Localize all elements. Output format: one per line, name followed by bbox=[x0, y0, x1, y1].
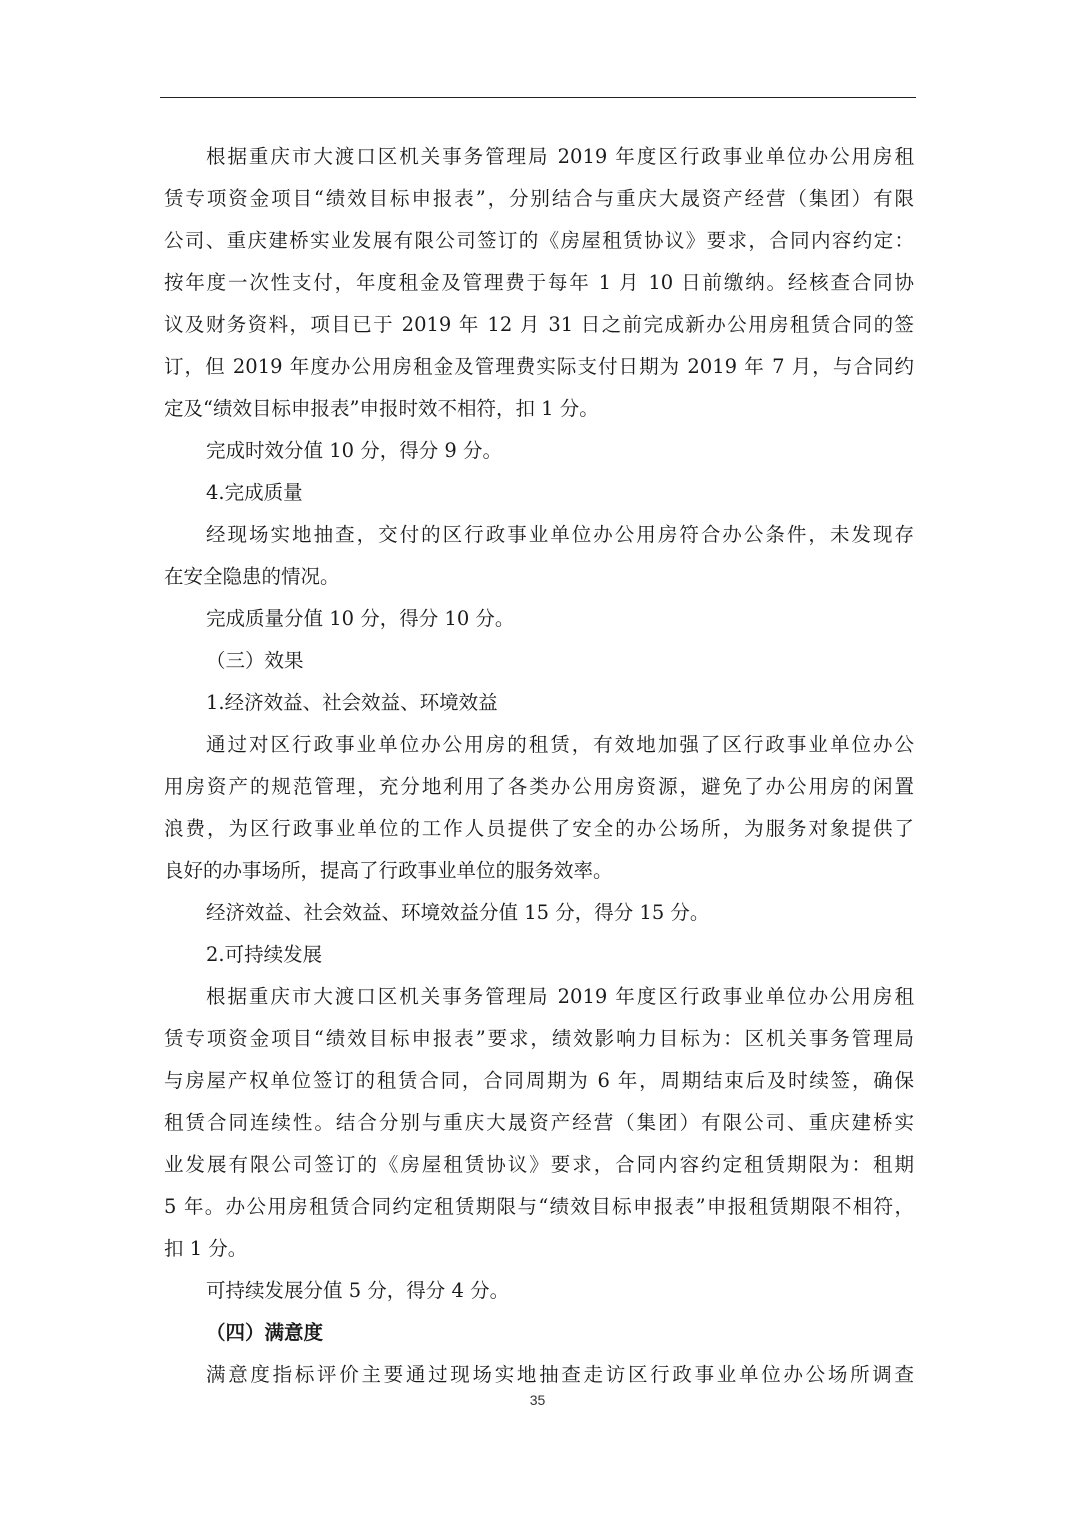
section-heading: 4.完成质量 bbox=[206, 481, 303, 504]
score-line: 经济效益、社会效益、环境效益分值 15 分，得分 15 分。 bbox=[206, 901, 710, 924]
section-heading: （三）效果 bbox=[206, 649, 304, 672]
header-rule bbox=[160, 97, 916, 98]
page-number: 35 bbox=[529, 1392, 546, 1408]
paragraph-line: 满意度指标评价主要通过现场实地抽查走访区行政事业单位办公场所调查 bbox=[206, 1363, 914, 1386]
paragraph-line: 根据重庆市大渡口区机关事务管理局 2019 年度区行政事业单位办公用房租 bbox=[206, 985, 914, 1008]
paragraph-line: 租赁合同连续性。结合分别与重庆大晟资产经营（集团）有限公司、重庆建桥实 bbox=[164, 1111, 914, 1134]
paragraph-line: 根据重庆市大渡口区机关事务管理局 2019 年度区行政事业单位办公用房租 bbox=[206, 145, 914, 168]
paragraph-line: 按年度一次性支付，年度租金及管理费于每年 1 月 10 日前缴纳。经核查合同协 bbox=[164, 271, 914, 294]
paragraph-line: 定及“绩效目标申报表”申报时效不相符，扣 1 分。 bbox=[164, 397, 599, 420]
section-heading: （四）满意度 bbox=[206, 1321, 324, 1344]
paragraph-line: 经现场实地抽查，交付的区行政事业单位办公用房符合办公条件，未发现存 bbox=[206, 523, 914, 546]
document-body bbox=[164, 136, 914, 1396]
section-heading: 2.可持续发展 bbox=[206, 943, 323, 966]
paragraph-line: 通过对区行政事业单位办公用房的租赁，有效地加强了区行政事业单位办公 bbox=[206, 733, 914, 756]
paragraph-line: 良好的办事场所，提高了行政事业单位的服务效率。 bbox=[164, 859, 613, 882]
paragraph-line: 订，但 2019 年度办公用房租金及管理费实际支付日期为 2019 年 7 月，与合同约 bbox=[164, 355, 914, 378]
paragraph-line: 扣 1 分。 bbox=[164, 1237, 248, 1260]
paragraph-line: 与房屋产权单位签订的租赁合同，合同周期为 6 年，周期结束后及时续签，确保 bbox=[164, 1069, 914, 1092]
paragraph-line: 议及财务资料，项目已于 2019 年 12 月 31 日之前完成新办公用房租赁合同的签 bbox=[164, 313, 914, 336]
paragraph-line: 公司、重庆建桥实业发展有限公司签订的《房屋租赁协议》要求，合同内容约定： bbox=[164, 229, 914, 252]
score-line: 完成时效分值 10 分，得分 9 分。 bbox=[206, 439, 503, 462]
paragraph-line: 赁专项资金项目“绩效目标申报表”要求，绩效影响力目标为：区机关事务管理局 bbox=[164, 1027, 914, 1050]
paragraph-line: 5 年。办公用房租赁合同约定租赁期限与“绩效目标申报表”申报租赁期限不相符， bbox=[164, 1195, 914, 1218]
paragraph-line: 赁专项资金项目“绩效目标申报表”，分别结合与重庆大晟资产经营（集团）有限 bbox=[164, 187, 914, 210]
section-heading: 1.经济效益、社会效益、环境效益 bbox=[206, 691, 498, 714]
paragraph-line: 业发展有限公司签订的《房屋租赁协议》要求，合同内容约定租赁期限为：租期 bbox=[164, 1153, 914, 1176]
paragraph-line: 在安全隐患的情况。 bbox=[164, 565, 340, 588]
score-line: 可持续发展分值 5 分，得分 4 分。 bbox=[206, 1279, 510, 1302]
paragraph-line: 用房资产的规范管理，充分地利用了各类办公用房资源，避免了办公用房的闲置 bbox=[164, 775, 914, 798]
paragraph-line: 浪费，为区行政事业单位的工作人员提供了安全的办公场所，为服务对象提供了 bbox=[164, 817, 914, 840]
score-line: 完成质量分值 10 分，得分 10 分。 bbox=[206, 607, 515, 630]
